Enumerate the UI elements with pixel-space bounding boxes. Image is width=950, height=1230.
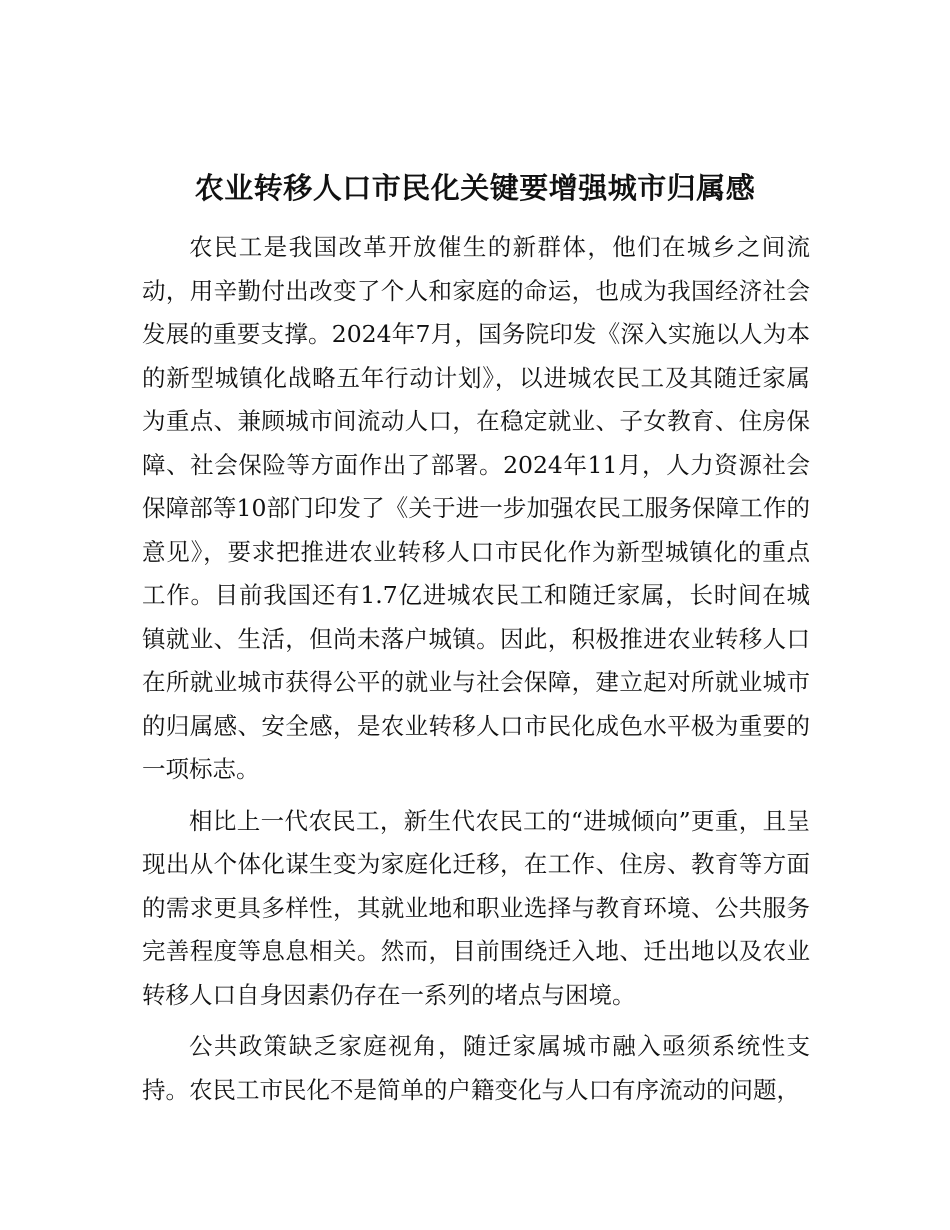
paragraph-1: 农民工是我国改革开放催生的新群体，他们在城乡之间流动，用辛勤付出改变了个人和家庭的命运，也成为我国经济社会发展的重要支撑。2024年7月，国务院印发《深入实施以人为本的新型城镇化战略五年行动计划》，以进城农民工及其随迁家属为重点、兼顾城市间流动人口，在稳定就业、子女教育、住房保障、社会保险等方面作出了部署。2024年11月，人力资源社会保障部等10部门印发了《关于进一步加强农民工服务保障工作的意见》，要求把推进农业转移人口市民化作为新型城镇化的重点工作。目前我国还有1.7亿进城农民工和随迁家属，长时间在城镇就业、生活，但尚未落户城镇。因此，积极推进农业转移人口在所就业城市获得公平的就业与社会保障，建立起对所就业城市的归属感、安全感，是农业转移人口市民化成色水平极为重要的一项标志。 — [142, 233, 810, 783]
paragraph-2: 相比上一代农民工，新生代农民工的“进城倾向”更重，且呈现出从个体化谋生变为家庭化迁移，在工作、住房、教育等方面的需求更具多样性，其就业地和职业选择与教育环境、公共服务完善程度等息息相关。然而，目前围绕迁入地、迁出地以及农业转移人口自身因素仍存在一系列的堵点与困境。 — [142, 806, 810, 1009]
document-body — [142, 226, 810, 1120]
paragraph-3: 公共政策缺乏家庭视角，随迁家属城市融入亟须系统性支持。农民工市民化不是简单的户籍变化与人口有序流动的问题， — [142, 1032, 810, 1104]
document-title: 农业转移人口市民化关键要增强城市归属感 — [194, 171, 756, 205]
